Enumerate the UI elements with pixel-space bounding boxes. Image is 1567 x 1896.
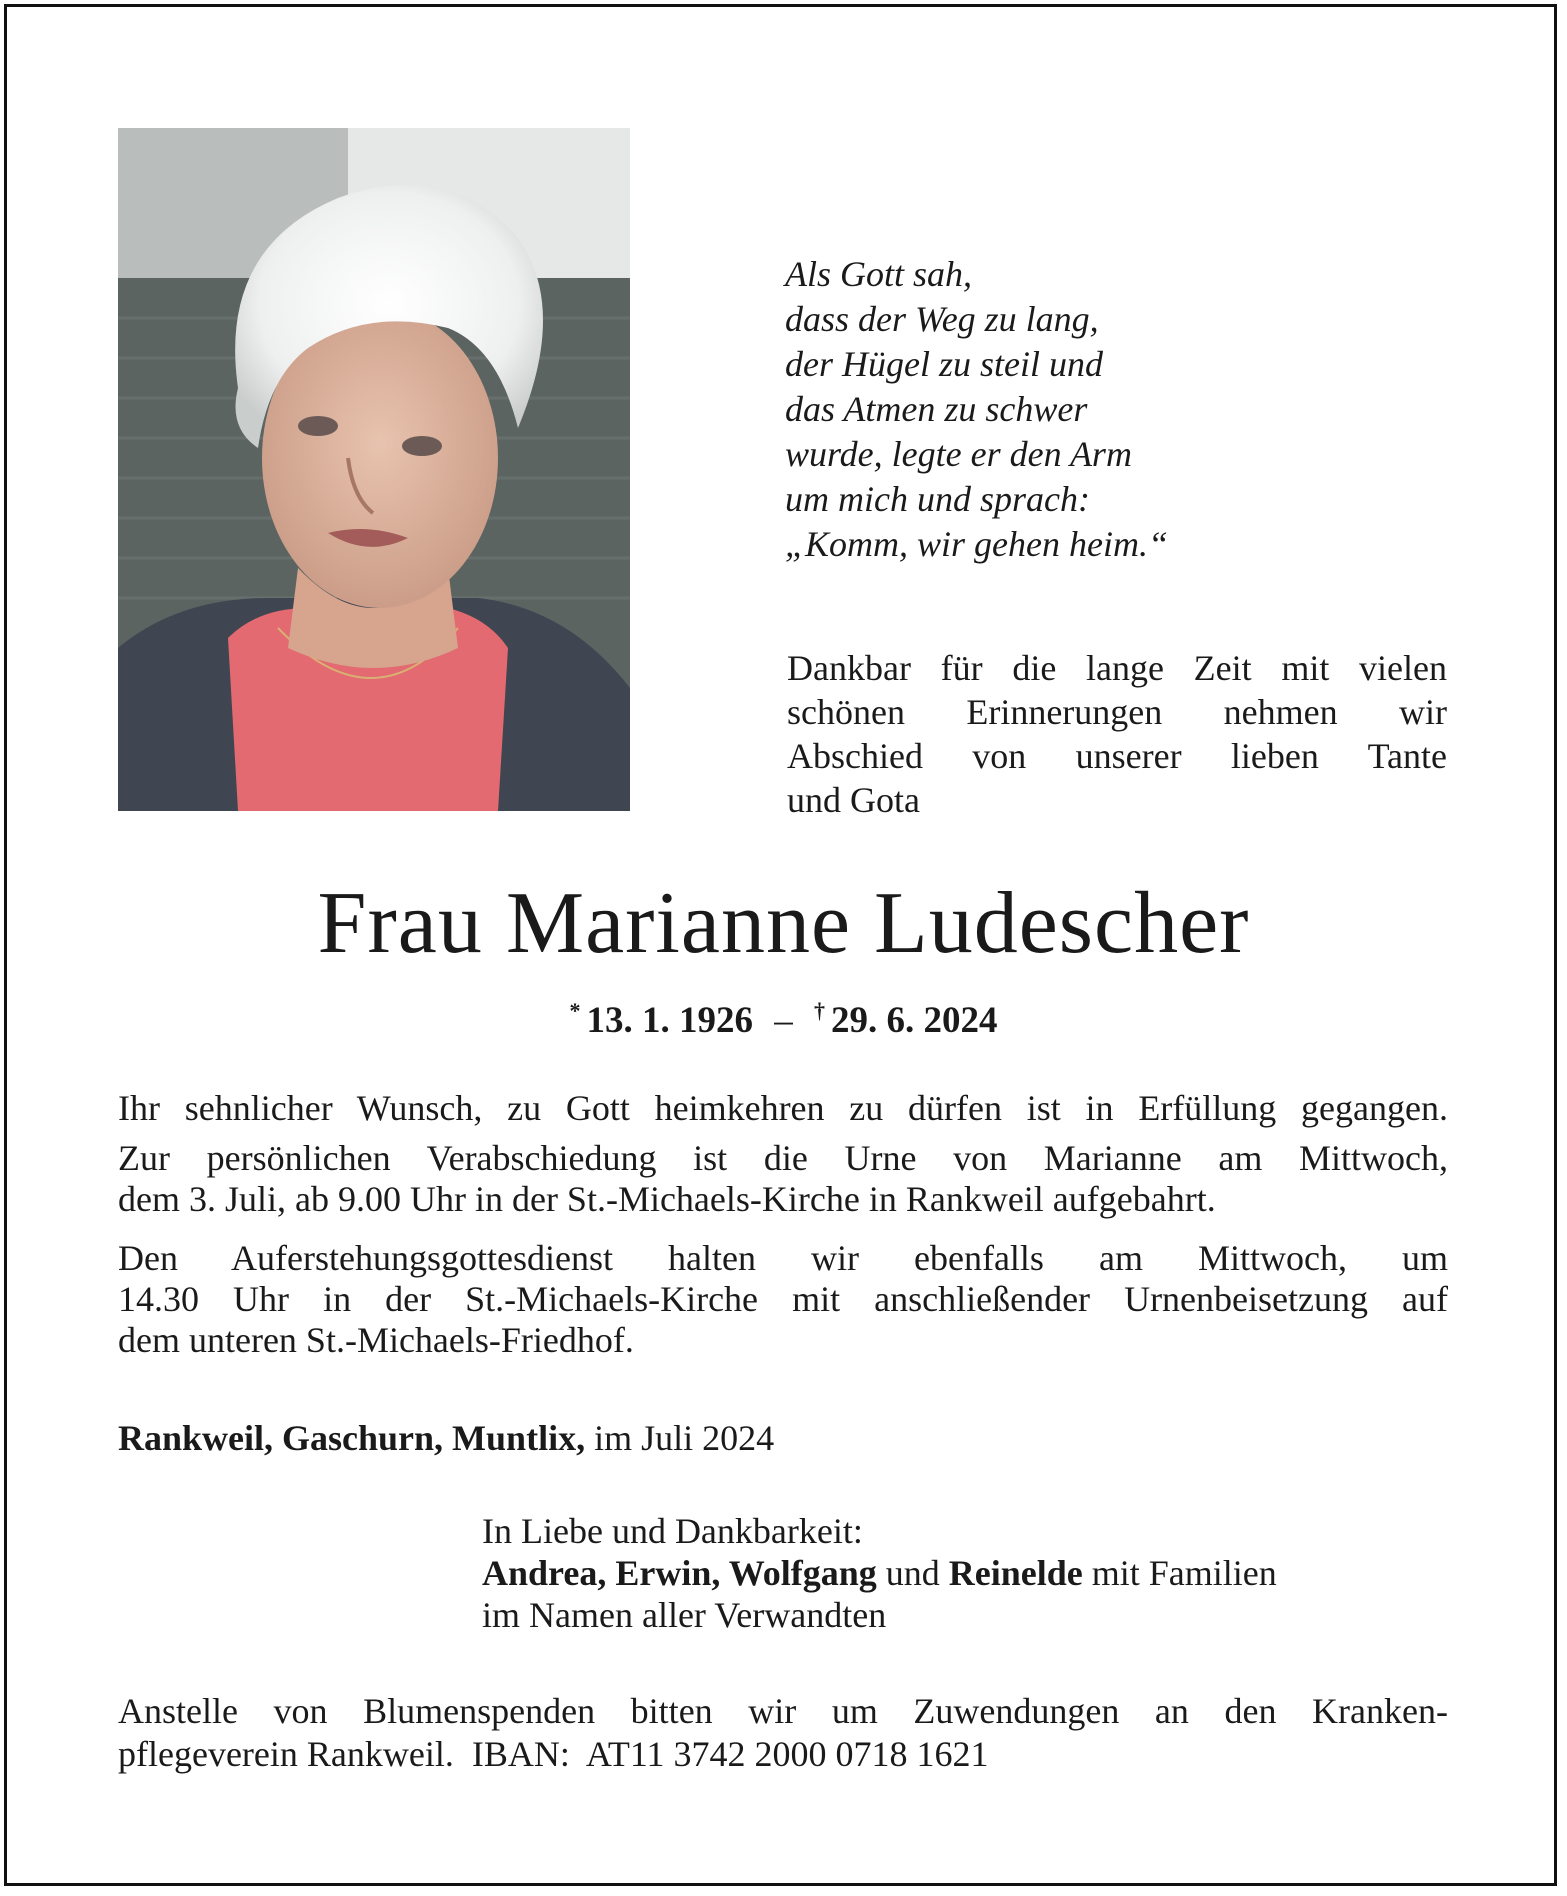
birth-symbol: *	[569, 998, 581, 1023]
paragraph-line: Den Auferstehungsgottesdienst halten wir ebenfalls am Mittwoch, um	[118, 1238, 1448, 1278]
poem	[785, 252, 1425, 567]
place-and-date	[118, 1416, 1448, 1460]
family-suffix: mit Familien	[1091, 1553, 1277, 1593]
family-names-line	[482, 1552, 1448, 1594]
family-names-primary: Andrea, Erwin, Wolfgang	[482, 1553, 877, 1593]
date-separator: –	[774, 1000, 793, 1041]
portrait-photo	[118, 128, 630, 811]
place-date: im Juli 2024	[594, 1418, 775, 1458]
intro-line: schönen Erinnerungen nehmen wir	[787, 692, 1447, 732]
place-towns: Rankweil, Gaschurn, Muntlix,	[118, 1418, 586, 1458]
intro-text	[787, 646, 1447, 822]
death-symbol: †	[814, 998, 825, 1023]
family-relatives: im Namen aller Verwandten	[482, 1595, 887, 1635]
paragraph-line: dem unteren St.-Michaels-Friedhof.	[118, 1320, 634, 1360]
poem-line: Als Gott sah,	[785, 254, 973, 294]
note-line: pflegeverein Rankweil. IBAN: AT11 3742 2000 0718 1621	[118, 1734, 989, 1774]
intro-line: Dankbar für die lange Zeit mit vielen	[787, 648, 1447, 688]
paragraph-line: dem 3. Juli, ab 9.00 Uhr in der St.-Michaels-Kirche in Rankweil aufgebahrt.	[118, 1179, 1216, 1219]
poem-line: der Hügel zu steil und	[785, 344, 1103, 384]
life-dates	[0, 988, 1567, 1044]
poem-line: das Atmen zu schwer	[785, 389, 1088, 429]
poem-line: um mich und sprach:	[785, 479, 1090, 519]
portrait-illustration	[118, 128, 630, 811]
family-intro: In Liebe und Dankbarkeit:	[482, 1511, 863, 1551]
family-names-secondary: Reinelde	[948, 1553, 1083, 1593]
donation-note	[118, 1690, 1448, 1776]
death-date: 29. 6. 2024	[831, 1000, 998, 1041]
intro-line: Abschied von unserer lieben Tante	[787, 736, 1447, 776]
paragraph-line: Ihr sehnlicher Wunsch, zu Gott heimkehren zu dürfen ist in Erfüllung gegangen.	[118, 1088, 1448, 1128]
note-line: Anstelle von Blumenspenden bitten wir um Zuwendungen an den Kranken-	[118, 1691, 1448, 1731]
paragraph-wish	[118, 1088, 1448, 1129]
deceased-name: Frau Marianne Ludescher	[317, 875, 1250, 972]
intro-line: und Gota	[787, 780, 920, 820]
birth-date: 13. 1. 1926	[586, 1000, 753, 1041]
poem-line: „Komm, wir gehen heim.“	[785, 524, 1169, 564]
family-and: und	[885, 1553, 940, 1593]
family-signature	[482, 1510, 1448, 1636]
paragraph-service	[118, 1238, 1448, 1361]
paragraph-line: 14.30 Uhr in der St.-Michaels-Kirche mit anschließender Urnenbeisetzung auf	[118, 1279, 1448, 1319]
paragraph-line: Zur persönlichen Verabschiedung ist die Urne von Marianne am Mittwoch,	[118, 1138, 1448, 1178]
poem-line: dass der Weg zu lang,	[785, 299, 1099, 339]
paragraph-farewell	[118, 1138, 1448, 1220]
poem-line: wurde, legte er den Arm	[785, 434, 1132, 474]
